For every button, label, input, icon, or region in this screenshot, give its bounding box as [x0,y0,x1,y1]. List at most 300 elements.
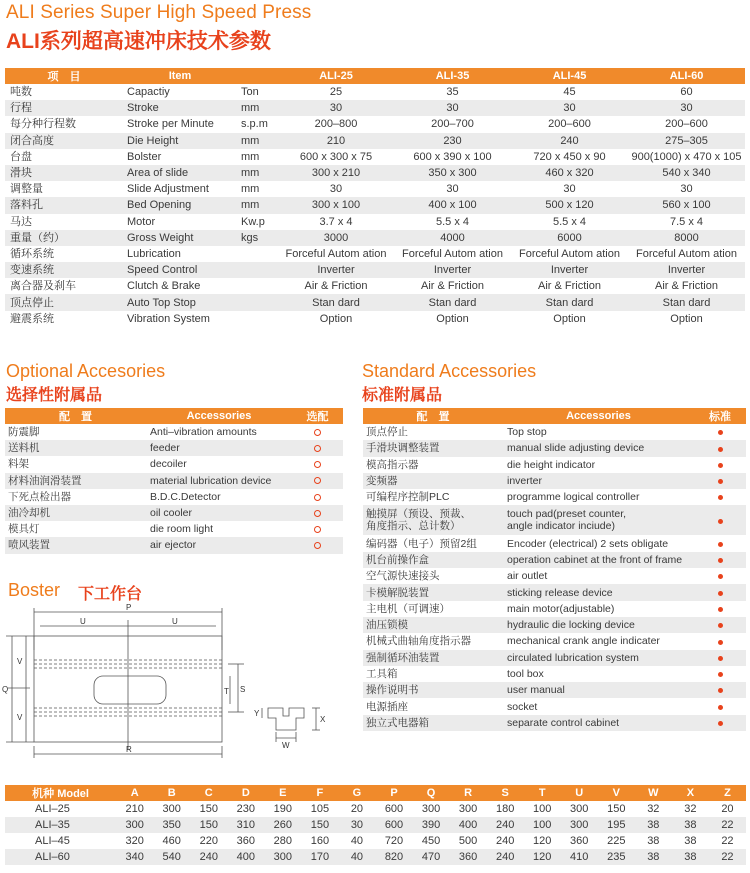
circle-icon [314,494,321,501]
dim-label-s: S [240,685,246,694]
model-cell: 235 [598,849,635,865]
spec-cn: 重量（约） [5,230,123,246]
standard-table [363,408,746,731]
model-header-cell: C [190,785,227,801]
model-cell: 20 [721,803,734,815]
spec-unit [237,294,278,310]
standard-row [363,601,746,617]
optional-title-cn: 选择性附属品 [6,387,103,404]
model-cell: 300 [421,803,441,815]
standard-row [363,440,746,456]
spec-value: 30 [563,183,576,196]
optional-mark [292,473,343,489]
model-cell: 320 [125,835,144,847]
model-header-cell: G [338,785,375,801]
model-row [5,849,746,865]
standard-row [363,568,746,584]
standard-cn: 机台前操作盒 [363,552,503,568]
standard-row [363,535,746,551]
boster-title-en: Boster [8,580,61,600]
model-cell: 240 [495,835,515,847]
standard-cn: 油压锁模 [363,617,503,633]
spec-value: Forceful Autom ation [285,247,387,260]
standard-mark [694,682,746,698]
spec-value: 35 [446,86,459,99]
model-cell: 390 [413,817,450,833]
standard-row [363,682,746,698]
spec-unit [237,262,278,278]
optional-row [5,473,343,489]
optional-mark [292,521,343,537]
standard-cn: 强制循环油装置 [363,650,503,666]
standard-en: manual slide adjusting device [503,440,694,456]
model-cell: 210 [125,803,144,815]
dim-label-q: Q [2,685,9,694]
model-header-cell: Q [413,785,450,801]
dot-icon [718,542,723,547]
standard-en: Top stop [507,426,547,439]
optional-header-cell: Accessories [146,408,292,424]
model-cell: 225 [607,835,626,847]
model-header-row [5,785,746,801]
optional-row [5,537,343,553]
model-cell: 280 [273,835,293,847]
model-cell: 32 [647,803,660,815]
spec-cn: 闭合高度 [5,133,123,149]
standard-mark [694,617,746,633]
standard-title-en: Standard Accessories [362,361,537,381]
standard-row [363,715,746,731]
dim-label-y: Y [254,709,260,718]
standard-row [363,584,746,600]
spec-value: Stan dard [511,294,628,310]
standard-cn: 编码器（电子）预留2组 [366,537,477,550]
standard-mark [694,666,746,682]
standard-cn: 可编程序控制PLC [366,491,450,504]
dot-icon [718,430,723,435]
model-cell: 300 [116,817,153,833]
spec-value: 5.5 x 4 [435,215,470,228]
spec-value: 600 x 300 x 75 [299,150,373,163]
model-cell: 360 [570,835,589,847]
standard-cn-line: 触摸屏（预设、预裁、 [366,508,471,521]
spec-value: Stan dard [278,294,394,310]
dot-icon [718,640,723,645]
spec-row [5,149,745,165]
spec-value: 200–600 [548,118,591,131]
model-row [5,833,746,849]
model-cell: ALI–25 [35,803,70,815]
optional-mark [292,505,343,521]
spec-cn: 离合器及刹车 [10,280,76,293]
standard-row [363,505,746,535]
model-cell: 180 [495,803,515,815]
model-header-cell: R [450,785,487,801]
standard-mark [694,568,746,584]
optional-header-cell: 选配 [292,408,343,424]
model-cell: 240 [487,849,524,865]
model-row [5,817,746,833]
standard-en: circulated lubrication system [503,650,694,666]
spec-row [5,181,745,197]
spec-value: Air & Friction [304,280,368,293]
spec-unit: Kw.p [241,215,265,228]
dim-label-u1: U [80,617,86,626]
spec-value: Option [319,312,353,325]
spec-row [5,84,745,100]
spec-en: Slide Adjustment [127,183,209,196]
spec-cn: 行程 [5,100,123,116]
spec-value: 45 [563,86,576,99]
optional-en: feeder [146,440,292,456]
spec-value: 30 [394,100,511,116]
dot-icon [718,656,723,661]
standard-row [363,489,746,505]
standard-mark [694,440,746,456]
standard-mark [694,601,746,617]
standard-cn: 操作说明书 [363,682,503,698]
standard-row [363,424,746,440]
spec-row [5,230,745,246]
spec-unit: Ton [241,86,259,99]
dot-icon [718,574,723,579]
spec-row [5,294,745,310]
spec-cn: 马达 [10,215,32,228]
standard-en: main motor(adjustable) [507,602,615,615]
standard-en: mechanical crank angle indicater [507,635,660,648]
standard-mark [694,489,746,505]
circle-icon [314,510,321,517]
model-cell: 150 [199,803,218,815]
model-cell: 22 [709,817,746,833]
model-header-cell: E [264,785,301,801]
spec-value: 3.7 x 4 [319,215,353,228]
standard-en: tool box [507,668,544,680]
title-en: ALI Series Super High Speed Press [6,2,312,23]
optional-table [5,408,343,554]
spec-value: Forceful Autom ation [402,247,503,260]
standard-mark [694,473,746,489]
model-cell: 160 [310,835,330,847]
spec-value: Forceful Autom ation [636,247,737,260]
standard-row [363,473,746,489]
optional-cn: 下死点检出器 [8,490,71,503]
spec-value: 900(1000) x 470 x 105 [631,150,742,163]
spec-value: 460 x 320 [511,165,628,181]
spec-table [5,68,745,327]
model-cell: 300 [458,803,478,815]
spec-en: Motor [127,215,156,228]
spec-value: Inverter [278,262,394,278]
spec-value: Air & Friction [421,280,484,293]
model-cell: 150 [190,817,227,833]
dim-label-u2: U [172,617,178,626]
model-cell: 470 [413,849,450,865]
spec-en: Die Height [123,133,237,149]
spec-header-cell: Item [123,68,237,84]
spec-value: 4000 [394,230,511,246]
spec-en: Area of slide [123,165,237,181]
dim-label-x: X [320,715,326,724]
spec-value: 30 [329,183,343,196]
spec-header-cell [237,68,278,84]
dim-label-v1: V [17,657,23,666]
optional-en: decoiler [150,458,187,471]
spec-cn: 落料孔 [5,197,123,213]
boster-title-cn: 下工作台 [78,586,143,603]
standard-en: sticking release device [503,584,694,600]
model-cell: 240 [190,849,227,865]
optional-row [5,521,343,537]
dot-icon [718,591,723,596]
model-cell: 150 [607,803,626,815]
model-cell: 100 [524,817,561,833]
model-cell: 38 [672,817,709,833]
optional-row [5,424,343,440]
spec-en: Bed Opening [123,197,237,213]
dot-icon [718,607,723,612]
title-cn: ALI系列超高速冲床技术参数 [6,30,271,53]
standard-en: inverter [503,473,694,489]
dot-icon [718,705,723,710]
model-cell: 410 [561,849,598,865]
spec-header-cell: ALI-35 [394,68,511,84]
optional-header-row [5,408,343,424]
standard-en: air outlet [507,570,548,583]
standard-row [363,617,746,633]
spec-header-cell: ALI-45 [511,68,628,84]
optional-en: Anti–vibration amounts [150,426,257,439]
spec-row [5,311,745,327]
spec-header-cell: ALI-25 [278,68,394,84]
model-cell: 310 [227,817,264,833]
optional-title-en: Optional Accesories [6,361,166,381]
model-cell: 240 [487,817,524,833]
spec-value: 500 x 120 [511,197,628,213]
model-header-cell: X [672,785,709,801]
spec-value: Stan dard [394,294,511,310]
spec-value: 210 [278,133,394,149]
model-header-cell: D [227,785,264,801]
model-cell: 20 [350,803,364,815]
spec-en: Auto Top Stop [123,294,237,310]
model-cell: 195 [598,817,635,833]
model-header-cell: Z [709,785,746,801]
standard-mark [694,633,746,649]
model-header-cell: A [116,785,153,801]
spec-value: 400 x 100 [394,197,511,213]
model-cell: 600 [384,803,404,815]
spec-row [5,165,745,181]
standard-en: Encoder (electrical) 2 sets obligate [507,537,669,550]
spec-en: Vibration System [127,312,210,325]
standard-cn: 主电机（可调速） [366,602,450,615]
spec-value: 30 [278,100,394,116]
optional-row [5,456,343,472]
model-header-cell: T [524,785,561,801]
optional-cn: 喷风装置 [5,537,146,553]
optional-row [5,440,343,456]
standard-en-line: angle indicator inciude) [507,520,615,533]
spec-value: 25 [329,86,343,99]
spec-cn: 循环系统 [10,247,54,260]
model-cell: 450 [421,835,441,847]
model-cell: 350 [153,817,190,833]
spec-cn: 调整量 [10,183,43,196]
optional-cn: 料架 [8,458,29,471]
spec-unit: mm [237,165,278,181]
circle-icon [314,526,321,533]
spec-cn: 变速系统 [5,262,123,278]
dot-icon [718,495,723,500]
spec-en: Gross Weight [123,230,237,246]
model-cell: 230 [236,803,255,815]
dot-icon [718,519,723,524]
optional-en: B.D.C.Detector [150,490,221,503]
spec-value: 600 x 390 x 100 [413,150,492,163]
model-cell: 22 [709,849,746,865]
model-cell: 120 [533,835,552,847]
circle-icon [314,461,321,468]
spec-row [5,214,745,230]
spec-value: 8000 [628,230,745,246]
circle-icon [314,445,321,452]
circle-icon [314,477,321,484]
spec-value: 30 [511,100,628,116]
model-table [5,785,746,865]
spec-unit: mm [241,150,260,163]
standard-en-line: touch pad(preset counter, [507,508,627,521]
spec-unit: mm [237,100,278,116]
circle-icon [314,429,321,436]
standard-mark [694,698,746,714]
model-cell: 40 [350,835,364,847]
spec-header-cell: 项 目 [5,68,123,84]
model-header-cell: 机种 Model [5,785,116,801]
standard-mark [694,535,746,551]
standard-cn: 卡模解脱装置 [363,584,503,600]
model-header-cell: S [487,785,524,801]
optional-cn: 模具灯 [8,523,40,536]
spec-cn: 避震系统 [10,312,54,325]
spec-value: 540 x 340 [628,165,745,181]
spec-value: 275–305 [628,133,745,149]
standard-cn: 空气源快速接头 [366,570,440,583]
standard-cn-line: 角度指示、总计数） [366,520,461,533]
optional-cn: 送料机 [5,440,146,456]
standard-mark [694,552,746,568]
spec-row [5,278,745,294]
spec-value: 350 x 300 [394,165,511,181]
optional-mark [292,440,343,456]
model-cell: 120 [524,849,561,865]
standard-header-cell: 配 置 [363,408,503,424]
spec-value: 230 [394,133,511,149]
optional-header-cell: 配 置 [5,408,146,424]
spec-row [5,116,745,132]
model-cell: 400 [450,817,487,833]
spec-value: Option [436,312,469,325]
spec-value: 3000 [278,230,394,246]
spec-en: Bolster [127,150,162,163]
standard-row [363,698,746,714]
dot-icon [718,447,723,452]
spec-en: Stroke [123,100,237,116]
model-cell: 300 [162,803,181,815]
model-cell: 540 [153,849,190,865]
model-cell: ALI–35 [5,817,116,833]
spec-value: 30 [446,183,459,196]
optional-mark [292,537,343,553]
spec-value: 200–600 [665,118,708,131]
optional-mark [292,456,343,472]
model-cell: 38 [647,835,660,847]
model-header-cell: W [635,785,672,801]
standard-cn: 顶点停止 [366,426,408,439]
spec-value: 7.5 x 4 [669,215,704,228]
dot-icon [718,623,723,628]
boster-drawing [0,600,345,765]
model-cell: 38 [684,835,697,847]
model-cell: ALI–60 [5,849,116,865]
model-cell: 820 [375,849,412,865]
model-cell: 40 [338,849,375,865]
optional-en: die room light [150,523,214,536]
spec-unit: s.p.m [241,118,268,131]
spec-row [5,197,745,213]
standard-row [363,552,746,568]
dot-icon [718,672,723,677]
spec-unit: kgs [237,230,278,246]
optional-en: material lubrication device [146,473,292,489]
model-cell: 150 [301,817,338,833]
dot-icon [718,463,723,468]
model-cell: 340 [116,849,153,865]
standard-row [363,650,746,666]
standard-cn [363,505,503,535]
standard-row [363,633,746,649]
standard-title-cn: 标准附属品 [362,387,443,404]
spec-value: Option [553,312,586,325]
standard-header-row [363,408,746,424]
spec-header-row [5,68,745,84]
spec-value: 200–700 [431,118,474,131]
optional-cn: 材料油润滑装置 [5,473,146,489]
spec-value: 560 x 100 [628,197,745,213]
spec-value: Inverter [511,262,628,278]
model-cell: 220 [199,835,218,847]
model-cell: 22 [721,835,734,847]
model-header-cell: B [153,785,190,801]
spec-unit: mm [237,197,278,213]
spec-cn: 滑块 [5,165,123,181]
spec-value: 6000 [511,230,628,246]
model-cell: 360 [236,835,255,847]
spec-value: 30 [628,100,745,116]
spec-cn: 吨数 [10,86,32,99]
standard-en [503,505,694,535]
model-cell: 105 [310,803,330,815]
model-cell: 30 [338,817,375,833]
spec-header-cell: ALI-60 [628,68,745,84]
spec-en: Capactiy [127,86,170,99]
model-cell: 38 [635,817,672,833]
model-header-cell: V [598,785,635,801]
model-cell: 720 [384,835,404,847]
model-cell: 500 [458,835,478,847]
standard-header-cell: 标准 [694,408,746,424]
spec-value: Forceful Autom ation [519,247,620,260]
